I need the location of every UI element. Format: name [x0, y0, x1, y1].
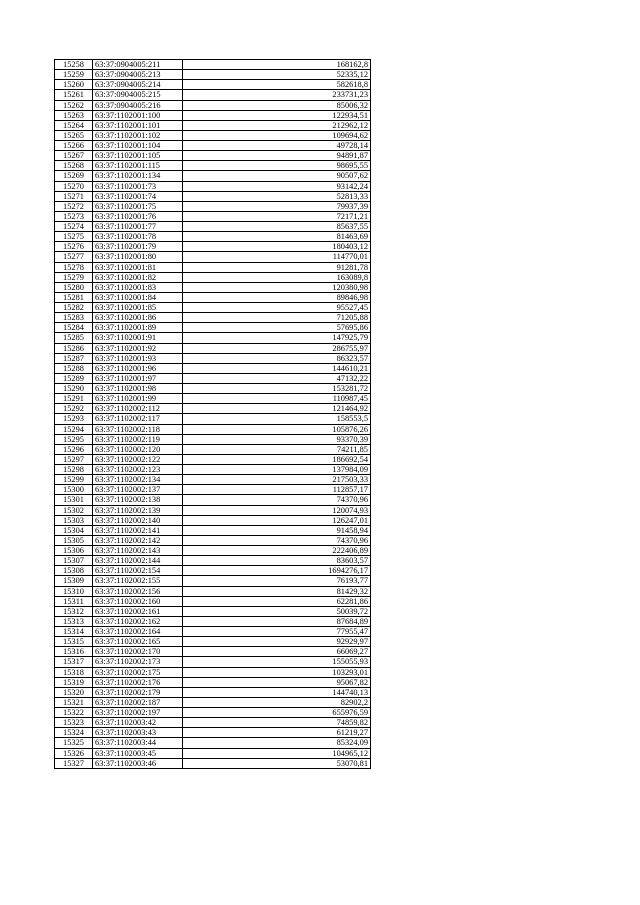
- cadastral-number-cell: 63:37:1102002:155: [93, 576, 183, 586]
- row-number-cell: 15258: [55, 60, 93, 70]
- row-number-cell: 15306: [55, 546, 93, 556]
- row-number-cell: 15297: [55, 454, 93, 464]
- table-row: [55, 535, 371, 545]
- table-row: [55, 232, 371, 242]
- value-cell: 153281,72: [183, 384, 371, 394]
- cadastral-number-cell: 63:37:1102002:170: [93, 647, 183, 657]
- row-number-cell: 15322: [55, 708, 93, 718]
- cadastral-number-cell: 63:37:1102001:134: [93, 171, 183, 181]
- row-number-cell: 15317: [55, 657, 93, 667]
- table-row: [55, 627, 371, 637]
- table-row: [55, 667, 371, 677]
- cadastral-number-cell: 63:37:1102002:120: [93, 444, 183, 454]
- table-body: [55, 60, 371, 769]
- table-row: [55, 394, 371, 404]
- value-cell: 62281,86: [183, 596, 371, 606]
- table-row: [55, 546, 371, 556]
- cadastral-number-cell: 63:37:1102001:79: [93, 242, 183, 252]
- table-row: [55, 282, 371, 292]
- row-number-cell: 15305: [55, 535, 93, 545]
- table-row: [55, 384, 371, 394]
- row-number-cell: 15274: [55, 222, 93, 232]
- value-cell: 47132,22: [183, 373, 371, 383]
- row-number-cell: 15323: [55, 718, 93, 728]
- value-cell: 112857,17: [183, 485, 371, 495]
- table-row: [55, 151, 371, 161]
- cadastral-number-cell: 63:37:1102002:173: [93, 657, 183, 667]
- cadastral-number-cell: 63:37:1102001:93: [93, 353, 183, 363]
- value-cell: 66069,27: [183, 647, 371, 657]
- cadastral-number-cell: 63:37:1102002:112: [93, 404, 183, 414]
- table-row: [55, 343, 371, 353]
- value-cell: 50039,72: [183, 606, 371, 616]
- table-row: [55, 465, 371, 475]
- row-number-cell: 15308: [55, 566, 93, 576]
- cadastral-number-cell: 63:37:1102003:46: [93, 758, 183, 768]
- row-number-cell: 15327: [55, 758, 93, 768]
- table-row: [55, 161, 371, 171]
- row-number-cell: 15290: [55, 384, 93, 394]
- row-number-cell: 15298: [55, 465, 93, 475]
- table-row: [55, 201, 371, 211]
- table-row: [55, 647, 371, 657]
- table-row: [55, 495, 371, 505]
- table-row: [55, 110, 371, 120]
- cadastral-number-cell: 63:37:1102001:104: [93, 141, 183, 151]
- cadastral-number-cell: 63:37:1102002:154: [93, 566, 183, 576]
- row-number-cell: 15324: [55, 728, 93, 738]
- table-row: [55, 211, 371, 221]
- cadastral-number-cell: 63:37:1102002:187: [93, 697, 183, 707]
- table-row: [55, 373, 371, 383]
- cadastral-number-cell: 63:37:0904005:214: [93, 80, 183, 90]
- row-number-cell: 15289: [55, 373, 93, 383]
- value-cell: 144740,13: [183, 687, 371, 697]
- table-row: [55, 171, 371, 181]
- row-number-cell: 15277: [55, 252, 93, 262]
- table-row: [55, 262, 371, 272]
- row-number-cell: 15265: [55, 130, 93, 140]
- table-row: [55, 515, 371, 525]
- table-row: [55, 333, 371, 343]
- cadastral-number-cell: 63:37:1102002:175: [93, 667, 183, 677]
- table-row: [55, 363, 371, 373]
- table-row: [55, 100, 371, 110]
- value-cell: 94891,87: [183, 151, 371, 161]
- row-number-cell: 15282: [55, 303, 93, 313]
- value-cell: 217503,33: [183, 475, 371, 485]
- row-number-cell: 15264: [55, 120, 93, 130]
- value-cell: 163089,8: [183, 272, 371, 282]
- cadastral-number-cell: 63:37:1102002:143: [93, 546, 183, 556]
- value-cell: 85637,55: [183, 222, 371, 232]
- cadastral-number-cell: 63:37:1102002:137: [93, 485, 183, 495]
- value-cell: 104965,12: [183, 748, 371, 758]
- table-row: [55, 120, 371, 130]
- table-row: [55, 586, 371, 596]
- table-row: [55, 525, 371, 535]
- row-number-cell: 15278: [55, 262, 93, 272]
- table-row: [55, 708, 371, 718]
- value-cell: 120380,98: [183, 282, 371, 292]
- row-number-cell: 15272: [55, 201, 93, 211]
- cadastral-number-cell: 63:37:1102002:156: [93, 586, 183, 596]
- cadastral-number-cell: 63:37:0904005:216: [93, 100, 183, 110]
- row-number-cell: 15283: [55, 313, 93, 323]
- value-cell: 90507,62: [183, 171, 371, 181]
- table-row: [55, 424, 371, 434]
- value-cell: 85006,32: [183, 100, 371, 110]
- value-cell: 79937,39: [183, 201, 371, 211]
- row-number-cell: 15321: [55, 697, 93, 707]
- value-cell: 155055,93: [183, 657, 371, 667]
- row-number-cell: 15293: [55, 414, 93, 424]
- value-cell: 61219,27: [183, 728, 371, 738]
- row-number-cell: 15314: [55, 627, 93, 637]
- value-cell: 74859,82: [183, 718, 371, 728]
- table-row: [55, 222, 371, 232]
- value-cell: 82902,2: [183, 697, 371, 707]
- cadastral-number-cell: 63:37:1102001:80: [93, 252, 183, 262]
- cadastral-number-cell: 63:37:1102001:83: [93, 282, 183, 292]
- row-number-cell: 15294: [55, 424, 93, 434]
- table-row: [55, 70, 371, 80]
- table-row: [55, 637, 371, 647]
- row-number-cell: 15311: [55, 596, 93, 606]
- row-number-cell: 15312: [55, 606, 93, 616]
- value-cell: 52813,33: [183, 191, 371, 201]
- cadastral-number-cell: 63:37:1102002:144: [93, 556, 183, 566]
- value-cell: 81429,32: [183, 586, 371, 596]
- row-number-cell: 15266: [55, 141, 93, 151]
- cadastral-value-table: [54, 59, 371, 769]
- cadastral-number-cell: 63:37:1102001:102: [93, 130, 183, 140]
- value-cell: 72171,21: [183, 211, 371, 221]
- row-number-cell: 15269: [55, 171, 93, 181]
- row-number-cell: 15270: [55, 181, 93, 191]
- row-number-cell: 15307: [55, 556, 93, 566]
- value-cell: 87684,89: [183, 616, 371, 626]
- table-row: [55, 556, 371, 566]
- value-cell: 110987,45: [183, 394, 371, 404]
- row-number-cell: 15301: [55, 495, 93, 505]
- cadastral-number-cell: 63:37:1102001:84: [93, 292, 183, 302]
- cadastral-number-cell: 63:37:1102002:123: [93, 465, 183, 475]
- cadastral-number-cell: 63:37:1102002:122: [93, 454, 183, 464]
- cadastral-number-cell: 63:37:1102002:164: [93, 627, 183, 637]
- value-cell: 95527,45: [183, 303, 371, 313]
- cadastral-number-cell: 63:37:1102002:160: [93, 596, 183, 606]
- cadastral-number-cell: 63:37:1102001:100: [93, 110, 183, 120]
- row-number-cell: 15286: [55, 343, 93, 353]
- row-number-cell: 15285: [55, 333, 93, 343]
- value-cell: 137984,09: [183, 465, 371, 475]
- table-row: [55, 485, 371, 495]
- value-cell: 103293,01: [183, 667, 371, 677]
- table-row: [55, 90, 371, 100]
- table-row: [55, 606, 371, 616]
- row-number-cell: 15267: [55, 151, 93, 161]
- row-number-cell: 15309: [55, 576, 93, 586]
- row-number-cell: 15271: [55, 191, 93, 201]
- table-row: [55, 657, 371, 667]
- row-number-cell: 15281: [55, 292, 93, 302]
- cadastral-number-cell: 63:37:1102002:176: [93, 677, 183, 687]
- cadastral-number-cell: 63:37:1102001:75: [93, 201, 183, 211]
- value-cell: 147925,79: [183, 333, 371, 343]
- cadastral-number-cell: 63:37:1102001:76: [93, 211, 183, 221]
- table-row: [55, 414, 371, 424]
- row-number-cell: 15315: [55, 637, 93, 647]
- row-number-cell: 15310: [55, 586, 93, 596]
- value-cell: 105876,26: [183, 424, 371, 434]
- cadastral-number-cell: 63:37:0904005:215: [93, 90, 183, 100]
- value-cell: 95067,82: [183, 677, 371, 687]
- cadastral-number-cell: 63:37:1102001:105: [93, 151, 183, 161]
- value-cell: 582618,8: [183, 80, 371, 90]
- cadastral-number-cell: 63:37:1102002:117: [93, 414, 183, 424]
- table-row: [55, 141, 371, 151]
- value-cell: 49728,14: [183, 141, 371, 151]
- value-cell: 186692,54: [183, 454, 371, 464]
- row-number-cell: 15302: [55, 505, 93, 515]
- table-row: [55, 404, 371, 414]
- value-cell: 121464,92: [183, 404, 371, 414]
- cadastral-number-cell: 63:37:1102001:77: [93, 222, 183, 232]
- table-row: [55, 60, 371, 70]
- value-cell: 126247,01: [183, 515, 371, 525]
- cadastral-number-cell: 63:37:0904005:213: [93, 70, 183, 80]
- row-number-cell: 15292: [55, 404, 93, 414]
- cadastral-number-cell: 63:37:1102001:115: [93, 161, 183, 171]
- cadastral-number-cell: 63:37:1102002:165: [93, 637, 183, 647]
- cadastral-number-cell: 63:37:1102001:99: [93, 394, 183, 404]
- cadastral-number-cell: 63:37:1102002:197: [93, 708, 183, 718]
- value-cell: 114770,01: [183, 252, 371, 262]
- row-number-cell: 15296: [55, 444, 93, 454]
- table-row: [55, 434, 371, 444]
- cadastral-number-cell: 63:37:1102002:141: [93, 525, 183, 535]
- table-row: [55, 353, 371, 363]
- value-cell: 86323,57: [183, 353, 371, 363]
- row-number-cell: 15300: [55, 485, 93, 495]
- cadastral-number-cell: 63:37:1102001:91: [93, 333, 183, 343]
- cadastral-number-cell: 63:37:1102002:138: [93, 495, 183, 505]
- table-row: [55, 566, 371, 576]
- cadastral-number-cell: 63:37:1102001:73: [93, 181, 183, 191]
- table-row: [55, 252, 371, 262]
- value-cell: 74370,96: [183, 495, 371, 505]
- value-cell: 109694,62: [183, 130, 371, 140]
- value-cell: 92929,97: [183, 637, 371, 647]
- cadastral-number-cell: 63:37:1102001:92: [93, 343, 183, 353]
- table-row: [55, 728, 371, 738]
- value-cell: 222406,89: [183, 546, 371, 556]
- cadastral-number-cell: 63:37:1102002:139: [93, 505, 183, 515]
- cadastral-number-cell: 63:37:1102001:86: [93, 313, 183, 323]
- row-number-cell: 15320: [55, 687, 93, 697]
- value-cell: 98695,55: [183, 161, 371, 171]
- value-cell: 91458,94: [183, 525, 371, 535]
- cadastral-number-cell: 63:37:1102001:74: [93, 191, 183, 201]
- table-row: [55, 181, 371, 191]
- value-cell: 1694276,17: [183, 566, 371, 576]
- row-number-cell: 15291: [55, 394, 93, 404]
- cadastral-number-cell: 63:37:1102002:119: [93, 434, 183, 444]
- row-number-cell: 15325: [55, 738, 93, 748]
- table-row: [55, 303, 371, 313]
- row-number-cell: 15318: [55, 667, 93, 677]
- table-row: [55, 738, 371, 748]
- row-number-cell: 15319: [55, 677, 93, 687]
- row-number-cell: 15261: [55, 90, 93, 100]
- table-row: [55, 272, 371, 282]
- value-cell: 57695,86: [183, 323, 371, 333]
- value-cell: 81463,69: [183, 232, 371, 242]
- row-number-cell: 15326: [55, 748, 93, 758]
- value-cell: 91281,78: [183, 262, 371, 272]
- table-row: [55, 697, 371, 707]
- table-row: [55, 718, 371, 728]
- table-row: [55, 505, 371, 515]
- cadastral-number-cell: 63:37:1102002:142: [93, 535, 183, 545]
- row-number-cell: 15273: [55, 211, 93, 221]
- table-row: [55, 313, 371, 323]
- value-cell: 93142,24: [183, 181, 371, 191]
- cadastral-number-cell: 63:37:1102002:140: [93, 515, 183, 525]
- value-cell: 77955,47: [183, 627, 371, 637]
- value-cell: 71205,88: [183, 313, 371, 323]
- row-number-cell: 15295: [55, 434, 93, 444]
- row-number-cell: 15288: [55, 363, 93, 373]
- value-cell: 76193,77: [183, 576, 371, 586]
- row-number-cell: 15276: [55, 242, 93, 252]
- row-number-cell: 15275: [55, 232, 93, 242]
- table-row: [55, 616, 371, 626]
- table-row: [55, 596, 371, 606]
- cadastral-number-cell: 63:37:1102001:78: [93, 232, 183, 242]
- table-row: [55, 758, 371, 768]
- row-number-cell: 15316: [55, 647, 93, 657]
- row-number-cell: 15279: [55, 272, 93, 282]
- cadastral-number-cell: 63:37:1102001:81: [93, 262, 183, 272]
- value-cell: 158553,5: [183, 414, 371, 424]
- row-number-cell: 15268: [55, 161, 93, 171]
- row-number-cell: 15304: [55, 525, 93, 535]
- value-cell: 93370,39: [183, 434, 371, 444]
- table-row: [55, 323, 371, 333]
- table-row: [55, 475, 371, 485]
- table-row: [55, 292, 371, 302]
- value-cell: 53070,81: [183, 758, 371, 768]
- value-cell: 212962,12: [183, 120, 371, 130]
- row-number-cell: 15262: [55, 100, 93, 110]
- row-number-cell: 15287: [55, 353, 93, 363]
- cadastral-number-cell: 63:37:1102003:43: [93, 728, 183, 738]
- row-number-cell: 15260: [55, 80, 93, 90]
- table-row: [55, 130, 371, 140]
- table-row: [55, 687, 371, 697]
- value-cell: 122934,51: [183, 110, 371, 120]
- value-cell: 180403,12: [183, 242, 371, 252]
- cadastral-number-cell: 63:37:1102002:161: [93, 606, 183, 616]
- cadastral-number-cell: 63:37:1102001:85: [93, 303, 183, 313]
- cadastral-number-cell: 63:37:1102002:162: [93, 616, 183, 626]
- value-cell: 655976,59: [183, 708, 371, 718]
- table-row: [55, 80, 371, 90]
- table-row: [55, 748, 371, 758]
- value-cell: 286755,97: [183, 343, 371, 353]
- value-cell: 89846,98: [183, 292, 371, 302]
- cadastral-number-cell: 63:37:1102002:134: [93, 475, 183, 485]
- table-row: [55, 677, 371, 687]
- row-number-cell: 15259: [55, 70, 93, 80]
- row-number-cell: 15303: [55, 515, 93, 525]
- row-number-cell: 15280: [55, 282, 93, 292]
- table-row: [55, 444, 371, 454]
- cadastral-number-cell: 63:37:1102003:45: [93, 748, 183, 758]
- value-cell: 74370,96: [183, 535, 371, 545]
- value-cell: 83603,57: [183, 556, 371, 566]
- value-cell: 168162,8: [183, 60, 371, 70]
- row-number-cell: 15313: [55, 616, 93, 626]
- cadastral-number-cell: 63:37:1102001:98: [93, 384, 183, 394]
- value-cell: 120074,93: [183, 505, 371, 515]
- value-cell: 233731,23: [183, 90, 371, 100]
- cadastral-number-cell: 63:37:0904005:211: [93, 60, 183, 70]
- table-row: [55, 191, 371, 201]
- row-number-cell: 15299: [55, 475, 93, 485]
- cadastral-number-cell: 63:37:1102003:44: [93, 738, 183, 748]
- value-cell: 144610,21: [183, 363, 371, 373]
- table-row: [55, 576, 371, 586]
- value-cell: 85324,09: [183, 738, 371, 748]
- cadastral-number-cell: 63:37:1102001:89: [93, 323, 183, 333]
- value-cell: 74211,85: [183, 444, 371, 454]
- table-row: [55, 242, 371, 252]
- cadastral-number-cell: 63:37:1102001:97: [93, 373, 183, 383]
- row-number-cell: 15263: [55, 110, 93, 120]
- cadastral-number-cell: 63:37:1102001:101: [93, 120, 183, 130]
- cadastral-number-cell: 63:37:1102003:42: [93, 718, 183, 728]
- row-number-cell: 15284: [55, 323, 93, 333]
- value-cell: 52335,12: [183, 70, 371, 80]
- table-row: [55, 454, 371, 464]
- cadastral-number-cell: 63:37:1102001:82: [93, 272, 183, 282]
- cadastral-number-cell: 63:37:1102001:96: [93, 363, 183, 373]
- cadastral-number-cell: 63:37:1102002:118: [93, 424, 183, 434]
- cadastral-number-cell: 63:37:1102002:179: [93, 687, 183, 697]
